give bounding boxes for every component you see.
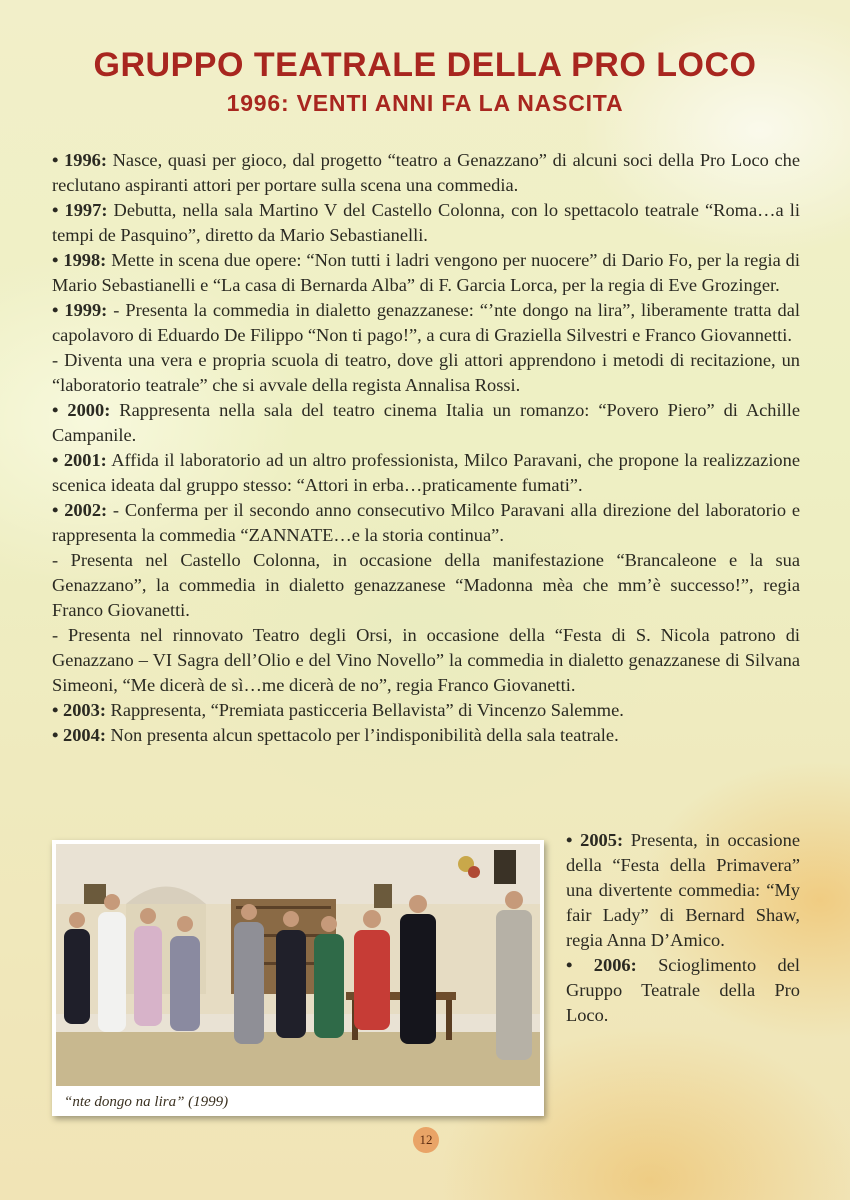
stage-photo-image (56, 844, 540, 1086)
entry-2005 (566, 828, 800, 953)
entry-year: • 1999: (52, 300, 108, 320)
entry-text: Scioglimento del Gruppo Teatrale della Pro Loco. (566, 955, 800, 1025)
entry-text: Debutta, nella sala Martino V del Castello Colonna, con lo spettacolo teatrale “Roma…a li tempi de Pasquino”, diretto da Mario Sebastianelli. (52, 200, 800, 245)
entry-2004 (52, 723, 800, 748)
entry-year: • 2004: (52, 725, 106, 745)
entry-text: Rappresenta nella sala del teatro cinema Italia un romanzo: “Povero Piero” di Achille Campanile. (52, 400, 800, 445)
entry-1999-b (52, 348, 800, 398)
entry-2001 (52, 448, 800, 498)
entry-1998 (52, 248, 800, 298)
photo-caption: “nte dongo na lira” (1999) (64, 1094, 229, 1110)
entry-text: - Presenta nel rinnovato Teatro degli Orsi, in occasione della “Festa di S. Nicola patrono di Genazzano – VI Sagra dell’Olio e del Vino Novello” la commedia in dialetto genazzanese di Silvana Simeoni, “Me dicerà de sì…me dicerà de no”, regia Franco Giovanetti. (52, 625, 800, 695)
history-list-side (566, 828, 800, 1028)
entry-text: Mette in scena due opere: “Non tutti i ladri vengono per nuocere” di Dario Fo, per la regia di Mario Sebastianelli e “La casa di Bernarda Alba” di F. Garcia Lorca, per la regia di Eve Grozinger. (52, 250, 800, 295)
entry-year: • 2006: (566, 955, 637, 975)
stage-photo (52, 840, 544, 1116)
page-number-badge: 12 (413, 1127, 439, 1153)
entry-year: • 2001: (52, 450, 107, 470)
entry-text: - Presenta nel Castello Colonna, in occasione della manifestazione “Brancaleone e la sua Genazzano”, la commedia in dialetto genazzanese “Madonna mèa che mm’è successo!”, regia Franco Giovanetti. (52, 550, 800, 620)
entry-text: Rappresenta, “Premiata pasticceria Bellavista” di Vincenzo Salemme. (105, 700, 624, 720)
page-subtitle: 1996: VENTI ANNI FA LA NASCITA (226, 90, 624, 116)
history-list (52, 148, 800, 748)
entry-year: • 1997: (52, 200, 108, 220)
page-title: GRUPPO TEATRALE DELLA PRO LOCO (93, 46, 757, 84)
entry-year: • 1998: (52, 250, 107, 270)
entry-2003 (52, 698, 800, 723)
entry-1999 (52, 298, 800, 348)
entry-text: Presenta, in occasione della “Festa della Primavera” una divertente commedia: “My fair Lady” di Bernard Shaw, regia Anna D’Amico. (566, 830, 800, 950)
entry-text: Affida il laboratorio ad un altro professionista, Milco Paravani, che propone la realizzazione scenica ideata dal gruppo stesso: “Attori in erba…praticamente fumati”. (52, 450, 800, 495)
entry-text: Non presenta alcun spettacolo per l’indisponibilità della sala teatrale. (105, 725, 619, 745)
entry-year: • 2000: (52, 400, 111, 420)
entry-text: - Conferma per il secondo anno consecutivo Milco Paravani alla direzione del laboratorio e rappresenta la commedia “ZANNATE…e la storia continua”. (52, 500, 800, 545)
page-header (0, 44, 850, 118)
entry-2000 (52, 398, 800, 448)
entry-year: • 2002: (52, 500, 108, 520)
entry-text: - Diventa una vera e propria scuola di teatro, dove gli attori apprendono i metodi di recitazione, un “laboratorio teatrale” che si avvale della regista Annalisa Rossi. (52, 350, 800, 395)
entry-year: • 2005: (566, 830, 624, 850)
entry-1997 (52, 198, 800, 248)
entry-2002-b (52, 548, 800, 623)
entry-text: Nasce, quasi per gioco, dal progetto “teatro a Genazzano” di alcuni soci della Pro Loco che reclutano aspiranti attori per portare sulla scena una commedia. (52, 150, 800, 195)
entry-2002 (52, 498, 800, 548)
entry-year: • 2003: (52, 700, 106, 720)
entry-1996 (52, 148, 800, 198)
entry-text: - Presenta la commedia in dialetto genazzanese: “’nte dongo na lira”, liberamente tratta dal capolavoro di Eduardo De Filippo “Non ti pago!”, a cura di Graziella Silvestri e Franco Giovannetti. (52, 300, 800, 345)
entry-2006 (566, 953, 800, 1028)
entry-year: • 1996: (52, 150, 107, 170)
entry-2002-c (52, 623, 800, 698)
